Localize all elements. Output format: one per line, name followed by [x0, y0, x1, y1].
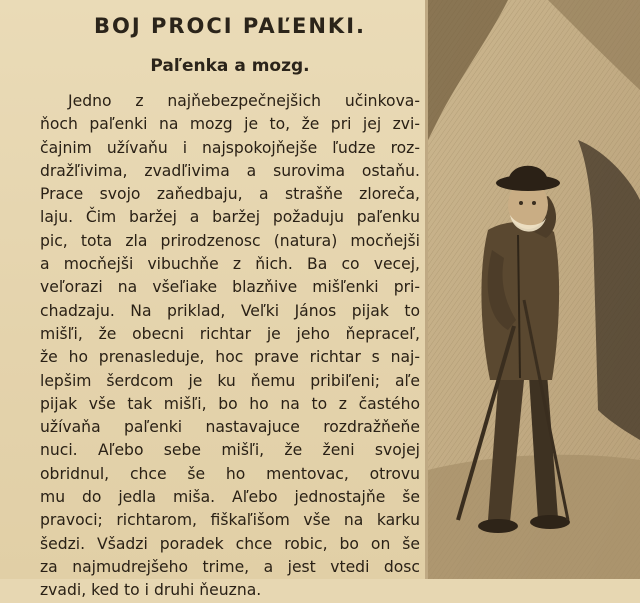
article-column [40, 6, 420, 600]
article-line: za najmudrejšeho trime, a jest vtedi dosc [40, 557, 420, 576]
article-body [40, 90, 420, 603]
article-line: Jedno z najňebezpečnejšich učinkova- [68, 92, 420, 110]
article-line: veľorazi na všeľiake blazňive mišľenki pri- [40, 278, 420, 297]
article-line: ňoch paľenki na mozg je to, že pri jej zvi- [40, 115, 420, 134]
article-line: dražľivima, zvadľivima a surovima ostaňu. [40, 161, 420, 180]
article-line: lepšim šerdcom je ku ňemu pribiľeni; aľe [40, 371, 420, 390]
article-line: šedzi. Všadzi poradek chce robic, bo on še [40, 534, 420, 553]
article-line: laju. Čim baržej a baržej požaduju paľenku [40, 208, 420, 227]
article-line: zvadi, ked to i druhi ňeuzna. [40, 581, 262, 600]
article-headline: BOJ PROCI PAĽENKI. [93, 14, 366, 38]
article-line: chadzaju. Na priklad, Veľki János pijak to [40, 301, 420, 320]
article-line: Prace svojo zaňedbaju, a strašňe zloreča, [40, 185, 420, 204]
article-line: užívaňa paľenki nastavajuce rozdražňeňe [40, 418, 420, 437]
article-subheadline: Paľenka a mozg. [150, 56, 310, 76]
article-line: obridnul, chce še ho mentovac, otrovu [40, 464, 420, 483]
article-line: pic, tota zla prirodzenosc (natura) mocňejši [40, 231, 420, 250]
old-man-illustration [428, 0, 640, 579]
illustration-panel [428, 0, 640, 579]
article-line: pravoci; richtarom, fiškaľišom vše na karku [40, 511, 420, 530]
article-line: pijak vše tak mišľi, bo ho na to z častého [40, 394, 420, 413]
article-line: mišľi, že obecni richtar je jeho ňepraceľ, [40, 324, 420, 343]
article-line: nuci. Aľebo sebe mišľi, že ženi svojej [40, 441, 420, 460]
article-line: a mocňejši vibuchňe z ňich. Ba co vecej, [40, 255, 420, 274]
article-line: čajnim užívaňu i najspokojňejše ľudze roz- [40, 138, 420, 157]
article-line: že ho prenasleduje, hoc prave richtar s naj- [40, 348, 420, 367]
article-line: mu do jedla miša. Aľebo jednostajňe še [40, 488, 420, 507]
